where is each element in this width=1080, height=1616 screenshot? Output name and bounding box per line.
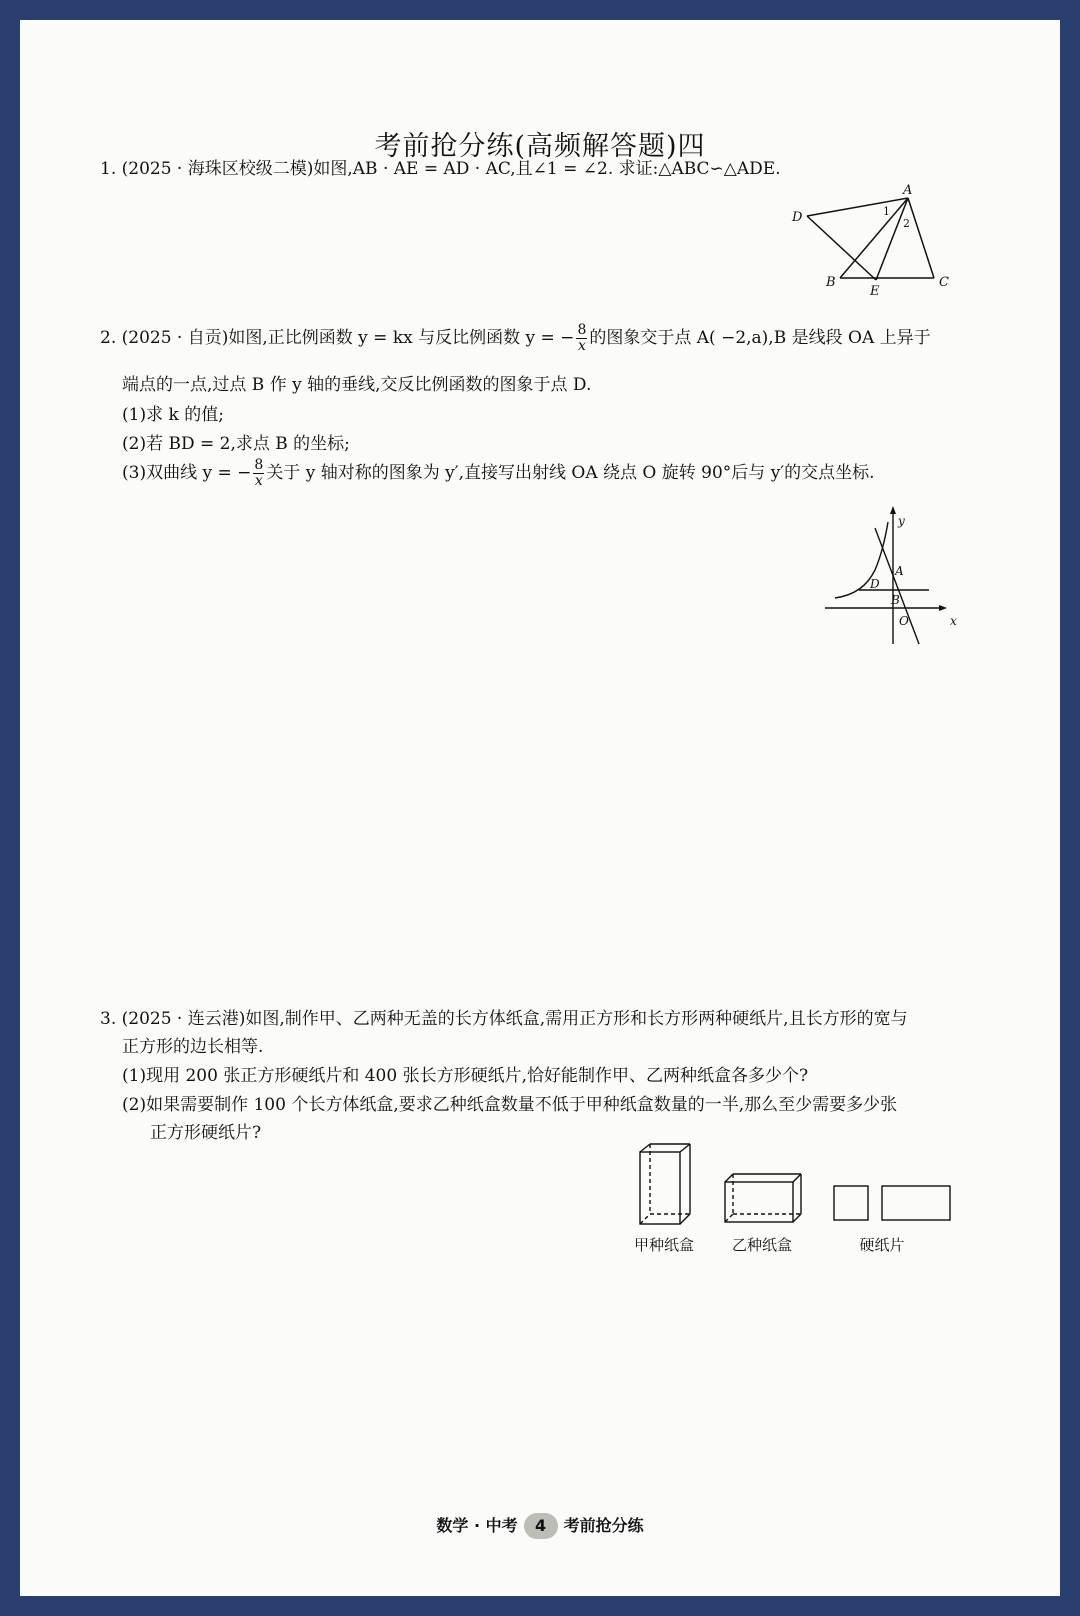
q3-caption-box-a: 甲种纸盒: [633, 1236, 695, 1254]
q3-square-card: [834, 1186, 868, 1220]
q2-part3-start: (3)双曲线 y = −: [122, 463, 252, 483]
q1-label-c: C: [939, 275, 949, 290]
q2-part3-end: 关于 y 轴对称的图象为 y′,直接写出射线 OA 绕点 O 旋转 90°后与 y′的交点坐标.: [266, 463, 875, 483]
worksheet-page: [20, 20, 1060, 1596]
q2-label-a: A: [895, 564, 904, 578]
q2-label-x: x: [950, 614, 957, 628]
q3-box-a-front: [640, 1152, 680, 1224]
q1-label-e: E: [870, 284, 880, 299]
q1-triangle-figure: [790, 182, 970, 302]
q2-label-o: O: [899, 614, 909, 628]
footer-left: 数学 · 中考: [436, 1516, 518, 1535]
q2-label-y: y: [898, 514, 905, 528]
q2-line1-start: 2. (2025 · 自贡)如图,正比例函数 y = kx 与反比例函数 y = −: [100, 328, 575, 348]
q3-part2: (2)如果需要制作 100 个长方体纸盒,要求乙种纸盒数量不低于甲种纸盒数量的一半,那么至少需要多少张: [122, 1095, 898, 1115]
q2-part3-fraction: [253, 458, 264, 489]
q2-hyperbola: [835, 522, 888, 598]
q2-label-b: B: [891, 593, 900, 607]
q2-graph-figure: [825, 500, 975, 650]
q1-angle-2: 2: [903, 217, 910, 230]
q2-line1-end: 的图象交于点 A( −2,a),B 是线段 OA 上异于: [589, 328, 931, 348]
q1-label-a: A: [903, 183, 913, 198]
page-title: 考前抢分练(高频解答题)四: [374, 131, 706, 162]
q2-frac-num: 8: [577, 322, 587, 338]
footer-right: 考前抢分练: [563, 1516, 644, 1535]
q3-box-b-front: [725, 1182, 793, 1222]
q3-part1: (1)现用 200 张正方形硬纸片和 400 张长方形硬纸片,恰好能制作甲、乙两种纸盒各多少个?: [122, 1066, 809, 1086]
q2-line-y-kx: [875, 528, 919, 644]
q3-line2: 正方形的边长相等.: [122, 1037, 264, 1057]
q3-rectangle-card: [882, 1186, 950, 1220]
q3-boxes-figure: [620, 1142, 980, 1260]
q3-caption-box-b: 乙种纸盒: [731, 1236, 793, 1254]
q1-label-b: B: [826, 275, 836, 290]
q2-part3-frac-den: x: [254, 473, 263, 489]
q2-part1: (1)求 k 的值;: [122, 405, 224, 425]
q2-frac-den: x: [577, 338, 586, 354]
q2-label-d: D: [870, 577, 880, 591]
q2-part3-frac-num: 8: [254, 457, 264, 473]
q2-line1: [100, 323, 931, 354]
q1-text: 1. (2025 · 海珠区校级二模)如图,AB · AE = AD · AC,且∠1 = ∠2. 求证:△ABC∽△ADE.: [100, 159, 781, 179]
page-number-badge: 4: [524, 1513, 558, 1539]
q2-part3: [122, 458, 875, 489]
q3-caption-cards: 硬纸片: [859, 1236, 905, 1254]
q2-line2: 端点的一点,过点 B 作 y 轴的垂线,交反比例函数的图象于点 D.: [122, 375, 592, 395]
q2-part2: (2)若 BD = 2,求点 B 的坐标;: [122, 434, 350, 454]
q2-fraction-8-over-x: [576, 323, 587, 354]
page-footer: [20, 1513, 1060, 1539]
q1-label-d: D: [792, 210, 803, 225]
q1-angle-1: 1: [883, 205, 890, 218]
q3-part2-cont: 正方形硬纸片?: [150, 1123, 262, 1143]
q3-line1: 3. (2025 · 连云港)如图,制作甲、乙两种无盖的长方体纸盒,需用正方形和长方形两种硬纸片,且长方形的宽与: [100, 1009, 908, 1029]
